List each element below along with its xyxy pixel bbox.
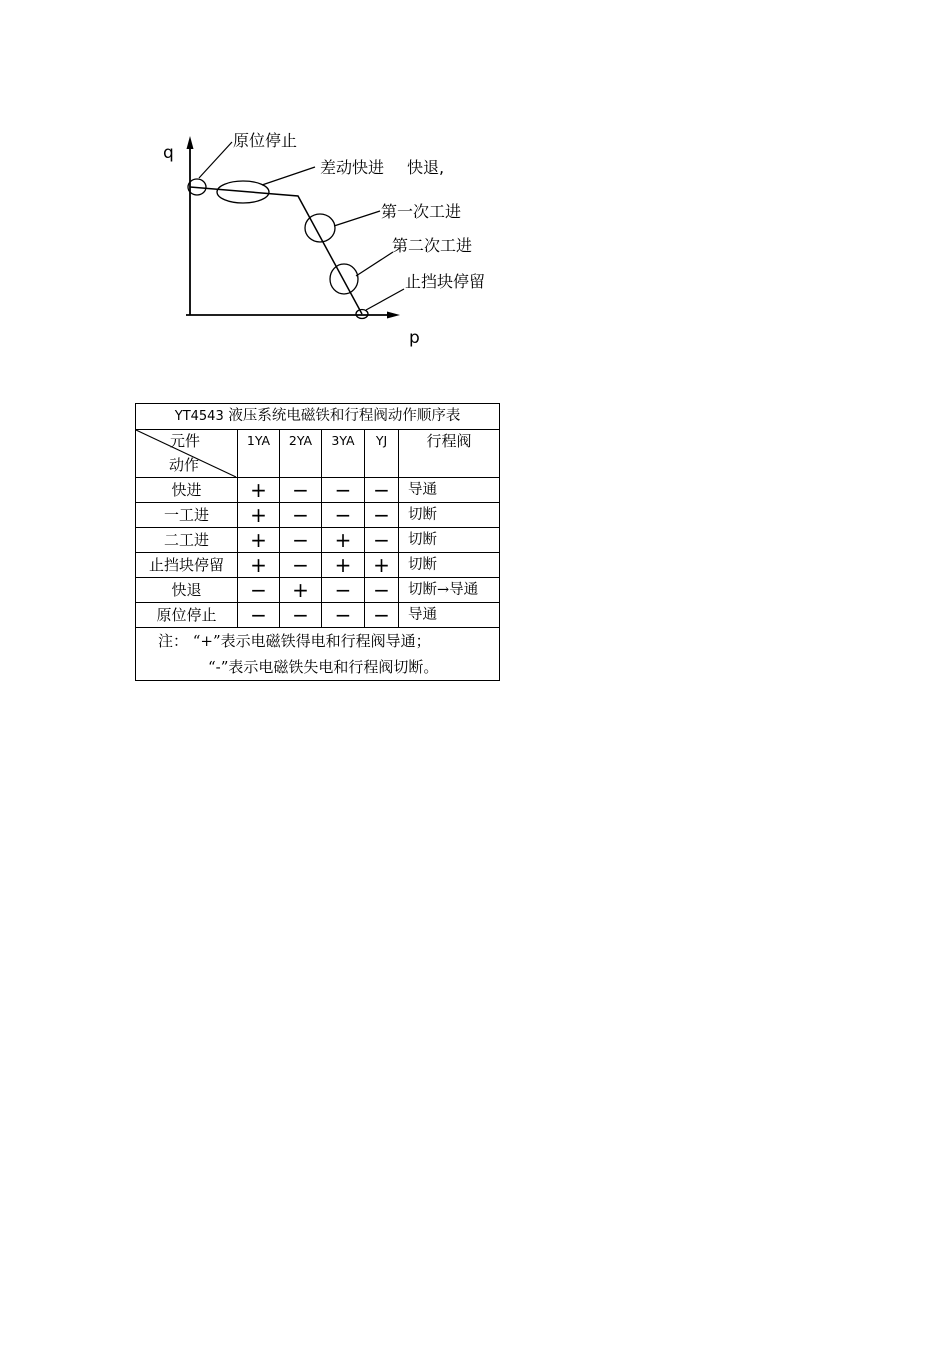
second-feed-ellipse xyxy=(330,264,358,294)
action-cell: 快退 xyxy=(136,578,238,603)
sign-cell-2ya: − xyxy=(280,478,322,503)
leader-second-feed xyxy=(356,252,393,276)
sign-cell-2ya: − xyxy=(280,503,322,528)
sign-cell-yj: − xyxy=(365,578,399,603)
y-axis-arrow-icon xyxy=(187,136,194,149)
sign-cell-2ya: + xyxy=(280,578,322,603)
sign-cell-1ya: + xyxy=(238,478,280,503)
sign-cell-1ya: + xyxy=(238,528,280,553)
label-diff-fast: 差动快进 xyxy=(320,158,385,177)
sign-cell-yj: − xyxy=(365,503,399,528)
sign-cell-2ya: − xyxy=(280,528,322,553)
pq-characteristic-figure xyxy=(0,0,952,400)
leader-stop-dwell xyxy=(366,289,404,310)
sign-cell-1ya: + xyxy=(238,553,280,578)
valve-state-cell: 导通 xyxy=(399,478,500,503)
x-axis-arrow-icon xyxy=(387,312,400,319)
sign-cell-yj: + xyxy=(365,553,399,578)
sign-cell-3ya: − xyxy=(322,603,365,628)
table-note-row xyxy=(136,628,500,681)
sign-cell-3ya: + xyxy=(322,553,365,578)
col-head-yj: YJ xyxy=(365,430,399,478)
leader-origin-stop xyxy=(199,142,232,178)
table-row xyxy=(136,603,500,628)
note-energized: 注： “+”表示电磁铁得电和行程阀导通； xyxy=(158,632,431,650)
label-origin-stop: 原位停止 xyxy=(233,131,298,150)
valve-state-cell: 导通 xyxy=(399,603,500,628)
table-header-row xyxy=(136,430,500,478)
sign-cell-2ya: − xyxy=(280,553,322,578)
sign-cell-1ya: + xyxy=(238,503,280,528)
diag-header-component: 元件 xyxy=(170,432,201,450)
sign-cell-2ya: − xyxy=(280,603,322,628)
diag-header-action: 动作 xyxy=(169,456,200,474)
leader-diff-fast xyxy=(262,167,315,185)
x-axis-label: p xyxy=(409,328,420,348)
sign-cell-3ya: + xyxy=(322,528,365,553)
valve-state-cell: 切断 xyxy=(399,503,500,528)
label-second-feed: 第二次工进 xyxy=(392,236,473,255)
action-cell: 止挡块停留 xyxy=(136,553,238,578)
sign-cell-1ya: − xyxy=(238,578,280,603)
sign-cell-yj: − xyxy=(365,603,399,628)
sign-cell-yj: − xyxy=(365,528,399,553)
sign-cell-3ya: − xyxy=(322,478,365,503)
note-deenergized: “-”表示电磁铁失电和行程阀切断。 xyxy=(208,658,439,676)
label-first-feed: 第一次工进 xyxy=(381,202,462,221)
table-row xyxy=(136,478,500,503)
col-head-1ya: 1YA xyxy=(238,430,280,478)
valve-state-cell: 切断 xyxy=(399,553,500,578)
leader-first-feed xyxy=(334,211,380,226)
action-cell: 快进 xyxy=(136,478,238,503)
table-title xyxy=(136,404,500,430)
pq-curve xyxy=(190,187,362,314)
col-head-travel-valve: 行程阀 xyxy=(399,430,500,478)
table-row xyxy=(136,578,500,603)
valve-state-cell: 切断→导通 xyxy=(399,578,500,603)
sign-cell-1ya: − xyxy=(238,603,280,628)
diagonal-header-cell xyxy=(136,430,238,478)
table-title-model: YT4543 xyxy=(174,409,224,424)
action-cell: 二工进 xyxy=(136,528,238,553)
action-cell: 一工进 xyxy=(136,503,238,528)
table-title-row xyxy=(136,404,500,430)
table-title-text: 液压系统电磁铁和行程阀动作顺序表 xyxy=(228,408,461,424)
label-stop-dwell: 止挡块停留 xyxy=(405,272,486,291)
sign-cell-yj: − xyxy=(365,478,399,503)
table-row xyxy=(136,503,500,528)
col-head-3ya: 3YA xyxy=(322,430,365,478)
action-sequence-table xyxy=(135,403,500,681)
col-head-2ya: 2YA xyxy=(280,430,322,478)
action-cell: 原位停止 xyxy=(136,603,238,628)
label-fast-return: 快退, xyxy=(407,158,445,177)
sign-cell-3ya: − xyxy=(322,578,365,603)
table-row xyxy=(136,528,500,553)
sign-cell-3ya: − xyxy=(322,503,365,528)
valve-state-cell: 切断 xyxy=(399,528,500,553)
y-axis-label: q xyxy=(163,143,174,163)
table-row xyxy=(136,553,500,578)
table-note xyxy=(136,628,500,681)
